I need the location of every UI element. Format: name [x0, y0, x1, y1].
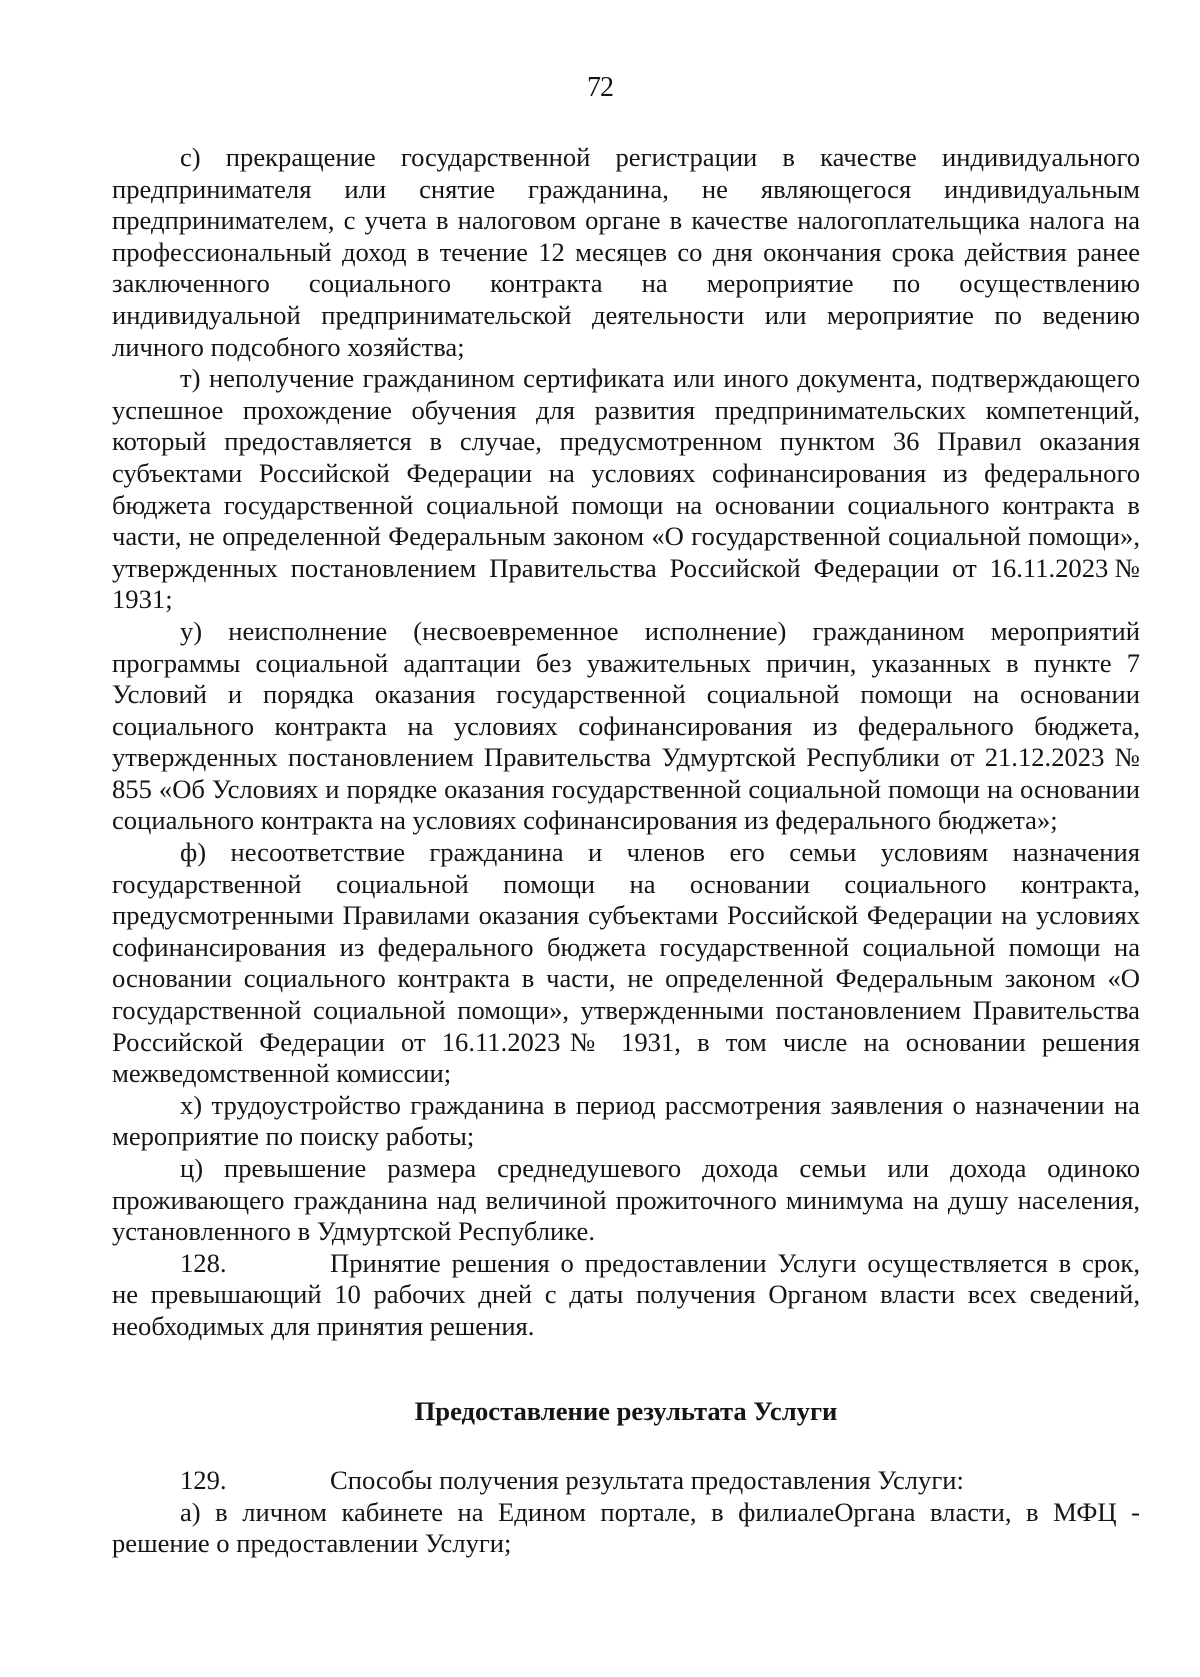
heading-spacer [112, 1427, 1140, 1465]
page-number: 72 [587, 72, 613, 103]
subitem-a: а) в личном кабинете на Едином портале, в филиалеОргана власти, в МФЦ - решение о предоставлении Услуги; [112, 1496, 1140, 1559]
item-128-text: Принятие решения о предоставлении Услуги осуществляется в срок, не превышающий 10 рабочих дней с даты получения Органом власти всех сведений, необходимых для принятия решения. [112, 1247, 1140, 1341]
paragraph-u: у) неисполнение (несвоевременное исполнение) гражданином мероприятий программы социальной адаптации без уважительных причин, указанных в пункте 7 Условий и порядка оказания государственной социальной помощи на основании социального контракта на условиях софинансирования из федерального бюджета, утвержденных постановлением Правительства Удмуртской Республики от 21.12.2023 № 855 «Об Условиях и порядке оказания государственной социальной помощи на основании социального контракта на условиях софинансирования из федерального бюджета»; [112, 615, 1140, 836]
section-heading: Предоставление результата Услуги [414, 1395, 838, 1426]
paragraph-t: т) неполучение гражданином сертификата или иного документа, подтверждающего успешное прохождение обучения для развития предпринимательских компетенций, который предоставляется в случае, предусмотренном пунктом 36 Правил оказания субъектами Российской Федерации на условиях софинансирования из федерального бюджета государственной социальной помощи на основании социального контракта в части, не определенной Федеральным законом «О государственной социальной помощи», утвержденных постановлением Правительства Российской Федерации от 16.11.2023№ 1931; [112, 363, 1140, 615]
document-body [112, 142, 1140, 1560]
item-129 [112, 1465, 1140, 1497]
item-129-text: Способы получения результата предоставления Услуги: [330, 1465, 964, 1496]
paragraph-ts: ц) превышение размера среднедушевого дохода семьи или дохода одиноко проживающего гражданина над величиной прожиточного минимума на душу населения, установленного в Удмуртской Республике. [112, 1153, 1140, 1247]
item-129-number: 129. [180, 1465, 227, 1496]
item-128-number: 128. [180, 1247, 227, 1278]
paragraph-f: ф) несоответствие гражданина и членов его семьи условиям назначения государственной социальной помощи на основании социального контракта, предусмотренными Правилами оказания субъектами Российской Федерации на условиях софинансирования из федерального бюджета государственной социальной помощи на основании социального контракта в части, не определенной Федеральным законом «О государственной социальной помощи», утвержденными постановлением Правительства Российской Федерации от 16.11.2023№ 1931, в том числе на основании решения межведомственной комиссии; [112, 837, 1140, 1089]
item-128 [112, 1248, 1140, 1343]
paragraph-s: с) прекращение государственной регистрации в качестве индивидуального предпринимателя или снятие гражданина, не являющегося индивидуальным предпринимателем, с учета в налоговом органе в качестве налогоплательщика налога на профессиональный доход в течение 12 месяцев со дня окончания срока действия ранее заключенного социального контракта на мероприятие по осуществлению индивидуальной предпринимательской деятельности или мероприятие по ведению личного подсобного хозяйства; [112, 142, 1140, 362]
paragraph-kh: х) трудоустройство гражданина в период рассмотрения заявления о назначении на мероприятие по поиску работы; [112, 1089, 1140, 1152]
